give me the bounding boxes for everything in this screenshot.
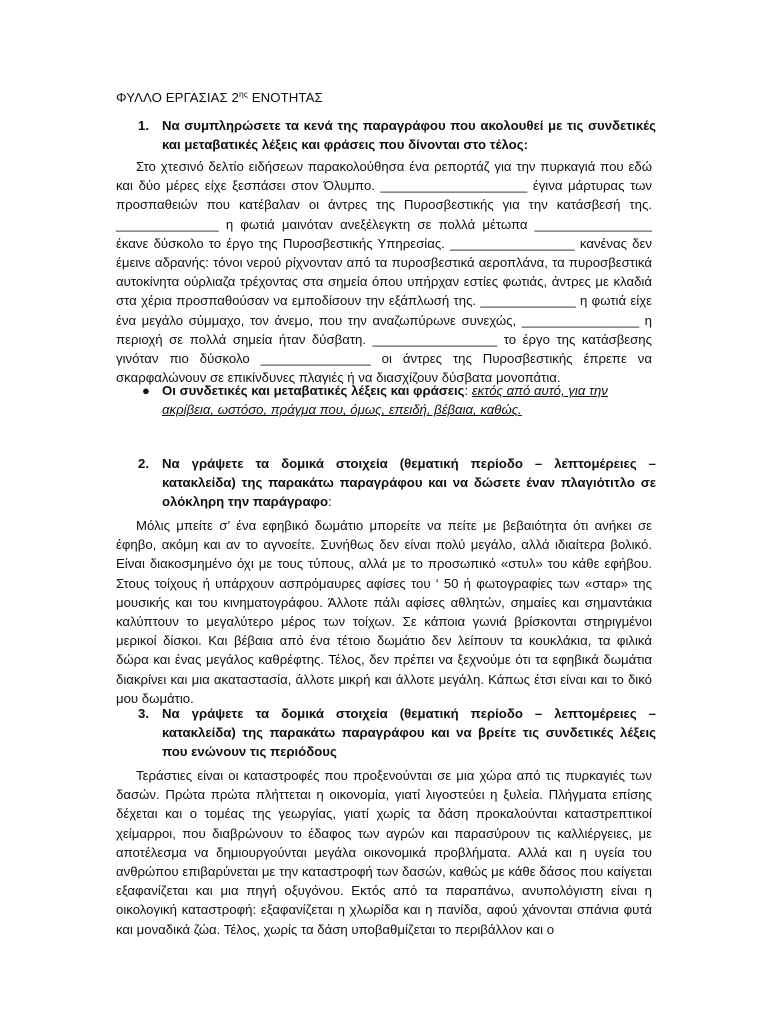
question-2 xyxy=(116,454,656,512)
title-superscript: ης xyxy=(238,89,249,99)
question-2-text xyxy=(162,454,656,512)
question-1-paragraph-text: Στο χτεσινό δελτίο ειδήσεων παρακολούθησα ένα ρεπορτάζ για την πυρκαγιά που εδώ και δύο μέρες είχε ξεσπάσει στον Όλυμπο. ____________________ έγινα μάρτυρας των προσπαθειών που κατέβαλαν οι άντρες της Πυροσβεστικής για την κατάσβεσή της. ______________ η φωτιά μαινόταν ανεξέλεγκτη σε πολλά μέτωπα ________________ έκανε δύσκολο το έργο της Πυροσβεστικής Υπηρεσίας. _________________ κανένας δεν έμεινε αδρανής: τόνοι νερού ρίχνονταν από τα πυροσβεστικά αεροπλάνα, τα πυροσβεστικά αυτοκίνητα ούρλιαζα τρέχοντας στα σημεία όπου υπήρχαν εστίες φωτιάς, άντρες με κλαδιά στα χέρια προσπαθούσαν να εμποδίσουν την εξάπλωσή της. _____________ η φωτιά είχε ένα μεγάλο σύμμαχο, τον άνεμο, που την αναζωπύρωνε συνεχώς, ________________ η περιοχή σε πολλά σημεία ήταν δύσβατη. _________________ το έργο της κατάσβεσης γινόταν πιο δύσκολο _______________ οι άντρες της Πυροσβεστικής έπρεπε να σκαρφαλώνουν σε επικίνδυνες πλαγιές ή να διασχίζουν δύσβατα μονοπάτια. xyxy=(116,159,652,386)
question-3-paragraph-text: Τεράστιες είναι οι καταστροφές που προξενούνται σε μια χώρα από τις πυρκαγιές των δασών. Πρώτα πρώτα πλήττεται η οικονομία, γιατί λιγοστεύει η ξυλεία. Πλήγματα επίσης δέχεται και ο τομέας της γεωργίας, γιατί χωρίς τα δάση προκαλούνται καταστρεπτικοί χείμαρροι, που διαβρώνουν το έδαφος των αγρών και παρασύρουν τις καλλιέργειες, με αποτέλεσμα να δημιουργούνται μεγάλα οικονομικά προβλήματα. Αλλά και η υγεία του ανθρώπου επιβαρύνεται με την καταστροφή των δασών, καθώς με κάθε δάσος που καίγεται εξαφανίζεται και μια πηγή οξυγόνου. Εκτός από τα παραπάνω, ανυπολόγιστη είναι η οικολογική καταστροφή: εξαφανίζεται η χλωρίδα και η πανίδα, αφού χάνονται σπάνια φυτά και μοναδικά ζώα. Τέλος, χωρίς τα δάση υποβαθμίζεται το περιβάλλον και ο xyxy=(116,768,652,937)
connectives-label: Οι συνδετικές και μεταβατικές λέξεις και φράσεις xyxy=(162,383,465,398)
connectives-separator: : xyxy=(464,383,472,398)
question-1-number: 1. xyxy=(138,118,149,133)
page-title xyxy=(116,88,323,107)
question-2-text-main: Να γράψετε τα δομικά στοιχεία (θεματική περίοδο – λεπτομέρειες – κατακλείδα) της παρακάτω παραγράφου και να δώσετε έναν πλαγιότιτλο σε ολόκληρη την παράγραφο xyxy=(162,456,656,510)
question-3 xyxy=(116,704,656,762)
question-1 xyxy=(116,116,656,154)
question-3-paragraph xyxy=(116,766,652,939)
connectives-words: εκτός από αυτό, για την ακρίβεια, ωστόσο, πράγμα που, όμως, επειδή, βέβαια, καθώς. xyxy=(162,383,608,418)
question-2-paragraph-text: Μόλις μπείτε σ’ ένα εφηβικό δωμάτιο μπορείτε να πείτε με βεβαιότητα ότι ανήκει σε έφηβο, ακόμη και αν το αγνοείτε. Συνήθως δεν είναι πολύ μεγάλο, αλλά ιδιαίτερα βολικό. Είναι διακοσμημένο όχι με τους τύπους, αλλά με το προσωπικό «στυλ» του κάθε εφήβου. Στους τοίχους ή υπάρχουν ασπρόμαυρες αφίσες του ‘ 50 ή φωτογραφίες των «σταρ» της μουσικής και του κινηματογράφου. Άλλοτε πάλι αφίσες αθλητών, σημαίες και σημαντάκια καλύπτουν το μεγαλύτερο μέρος των τοίχων. Σε κάποια γωνιά βρίσκονται στηριγμένοι μερικοί δίσκοι. Και βέβαια από ένα τέτοιο δωμάτιο δεν λείπουν τα κουκλάκια, τα φιλικά δώρα και ένας μεγάλος καθρέφτης. Τέλος, δεν πρέπει να ξεχνούμε ότι τα εφηβικά δωμάτια διακρίνει και μια ακαταστασία, άλλοτε μικρή και άλλοτε μεγάλη. Κάπως έτσι είναι και το δικό μου δωμάτιο. xyxy=(116,518,652,706)
question-2-number: 2. xyxy=(138,456,149,471)
connectives-bullet xyxy=(116,381,656,419)
question-2-paragraph xyxy=(116,516,652,708)
connectives-text xyxy=(162,381,656,419)
question-1-paragraph xyxy=(116,157,652,387)
question-3-number: 3. xyxy=(138,706,149,721)
title-tail: ΕΝΟΤΗΤΑΣ xyxy=(248,90,323,105)
question-2-text-colon: : xyxy=(328,494,332,510)
question-3-text: Να γράψετε τα δομικά στοιχεία (θεματική περίοδο – λεπτομέρειες – κατακλείδα) της παρακάτω παραγράφου και να βρείτε τις συνδετικές λέξεις που ενώνουν τις περιόδους xyxy=(162,706,656,760)
question-1-text: Να συμπληρώσετε τα κενά της παραγράφου που ακολουθεί με τις συνδετικές και μεταβατικές λέξεις και φράσεις που δίνονται στο τέλος: xyxy=(162,118,656,153)
title-main: ΦΥΛΛΟ ΕΡΓΑΣΙΑΣ 2 xyxy=(116,90,239,105)
bullet-dot-icon: ● xyxy=(142,383,150,398)
